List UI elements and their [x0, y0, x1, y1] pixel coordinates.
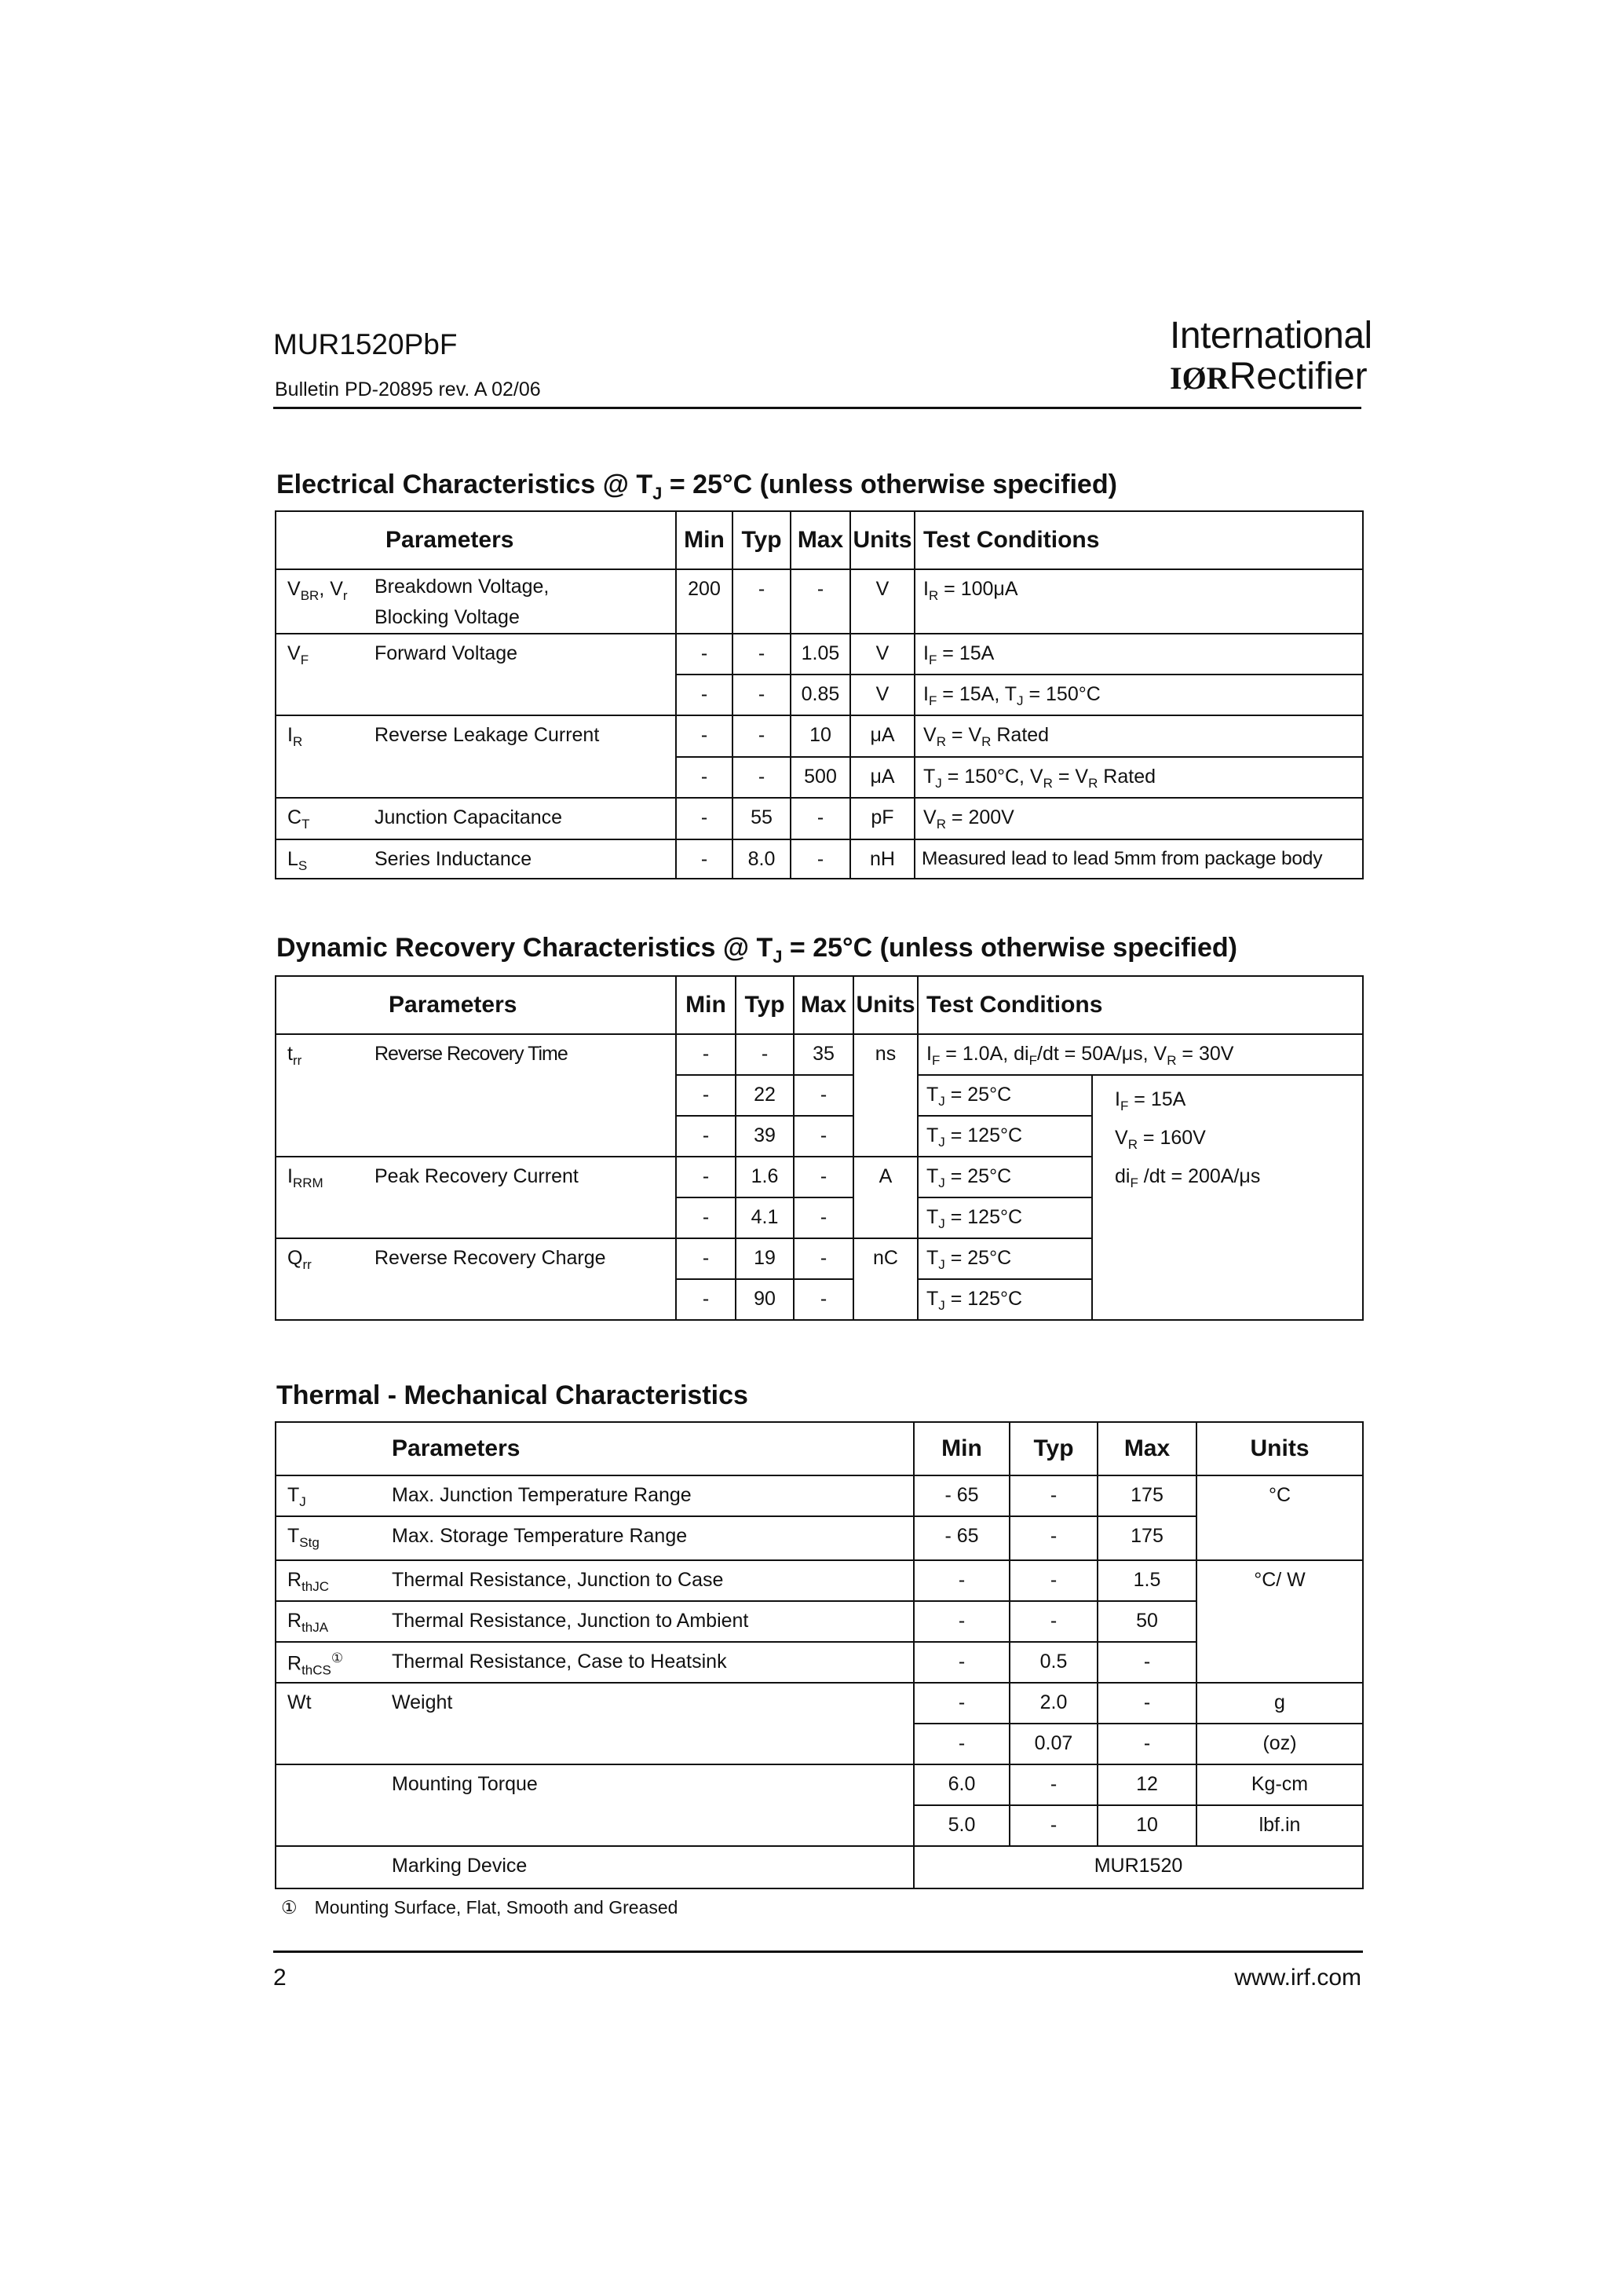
cell-max: 35 — [794, 1034, 853, 1075]
cell-test: $T_J = 25^\circ C$ — [918, 1238, 1092, 1279]
cell-test: $T_J = 150^\circ C$, $V_R = V_R$ Rated — [915, 757, 1363, 798]
cell-min: - — [676, 757, 732, 798]
cell-units: g — [1196, 1683, 1363, 1724]
cell-test: $T_J = 25^\circ C$ — [918, 1157, 1092, 1197]
param-weight: Weight — [381, 1683, 914, 1724]
header-min: Min — [914, 1422, 1010, 1475]
cell-max: - — [1098, 1642, 1196, 1683]
cell-units: ns — [853, 1034, 918, 1157]
cell-typ: 39 — [736, 1116, 794, 1157]
header-max: Max — [791, 511, 850, 569]
header-units: Units — [853, 976, 918, 1034]
cell-max: - — [791, 569, 850, 634]
cell-max: - — [794, 1197, 853, 1238]
header-max: Max — [794, 976, 853, 1034]
cell-max: 0.85 — [791, 675, 850, 715]
table-row — [276, 569, 1363, 634]
cell-min: - — [676, 1157, 736, 1197]
cell-units: V — [850, 675, 915, 715]
cell-min: - — [676, 715, 732, 757]
page-number: 2 — [273, 1965, 287, 1991]
cell-max: 10 — [791, 715, 850, 757]
cell-max: - — [794, 1116, 853, 1157]
cell-min: - — [914, 1683, 1010, 1724]
cell-max: - — [794, 1238, 853, 1279]
symbol-vf: $V_F$ — [276, 634, 374, 675]
part-number: MUR1520PbF — [273, 328, 458, 360]
cell-test: $T_J = 125^\circ C$ — [918, 1116, 1092, 1157]
cell-typ: - — [732, 715, 791, 757]
param-reverse-recovery-charge: Reverse Recovery Charge — [374, 1238, 676, 1279]
cell-units: Kg-cm — [1196, 1764, 1363, 1805]
cell-min: - — [676, 1075, 736, 1116]
electrical-table — [275, 510, 1364, 879]
table-header-row — [276, 1422, 1363, 1475]
table-row — [276, 798, 1363, 839]
cell-units: nH — [850, 839, 915, 879]
table-row — [276, 1560, 1363, 1601]
cell-max: 10 — [1098, 1805, 1196, 1846]
cell-max: 175 — [1098, 1516, 1196, 1560]
cell-min: - — [676, 1279, 736, 1320]
cell-max: 1.5 — [1098, 1560, 1196, 1601]
cell-typ: 8.0 — [732, 839, 791, 879]
cell-max: 175 — [1098, 1475, 1196, 1516]
cell-test: $I_R = 100\mu A$ — [915, 569, 1363, 634]
param-forward-voltage: Forward Voltage — [374, 634, 676, 675]
thermal-title: Thermal - Mechanical Characteristics — [276, 1380, 748, 1410]
header-typ: Typ — [1010, 1422, 1098, 1475]
footer-rule — [273, 1951, 1363, 1953]
cell-typ: - — [1010, 1475, 1098, 1516]
param-reverse-leakage: Reverse Leakage Current — [374, 715, 676, 757]
cell-test: Measured lead to lead 5mm from package body — [915, 839, 1363, 879]
param-peak-recovery-current: Peak Recovery Current — [374, 1157, 676, 1197]
cell-typ: - — [1010, 1516, 1098, 1560]
cell-min: 5.0 — [914, 1805, 1010, 1846]
cell-max: - — [791, 839, 850, 879]
cell-min: 200 — [676, 569, 732, 634]
symbol-trr: $t_{rr}$ — [276, 1034, 374, 1075]
cell-typ: - — [1010, 1560, 1098, 1601]
header-min: Min — [676, 511, 732, 569]
param-rth-junction-case: Thermal Resistance, Junction to Case — [381, 1560, 914, 1601]
cell-test: $T_J = 125^\circ C$ — [918, 1279, 1092, 1320]
cell-units: nC — [853, 1238, 918, 1320]
cell-units: (oz) — [1196, 1724, 1363, 1764]
cond-didt: $di_F$ /dt = 200A/μs — [1115, 1165, 1261, 1190]
cell-units: μA — [850, 757, 915, 798]
cell-max: - — [1098, 1724, 1196, 1764]
table-row — [276, 1724, 1363, 1764]
cell-min: 6.0 — [914, 1764, 1010, 1805]
cell-units: °C/ W — [1196, 1560, 1363, 1683]
header-parameters: Parameters — [381, 1422, 914, 1475]
cell-min: - — [914, 1601, 1010, 1642]
table-row — [276, 1034, 1363, 1075]
table-header-row — [276, 511, 1363, 569]
symbol-tj: $T_J$ — [276, 1475, 381, 1516]
thermal-table — [275, 1421, 1364, 1889]
cell-test: $V_R = 200V$ — [915, 798, 1363, 839]
dynamic-title: Dynamic Recovery Characteristics @ $T_J = 25^\circ C$ (unless otherwise specified) — [276, 933, 1237, 967]
website-url: www.irf.com — [1234, 1965, 1361, 1991]
cell-units: V — [850, 634, 915, 675]
param-junction-capacitance: Junction Capacitance — [374, 798, 676, 839]
cell-min: - — [676, 1197, 736, 1238]
cell-typ: 19 — [736, 1238, 794, 1279]
cell-typ: - — [1010, 1601, 1098, 1642]
cell-max: 12 — [1098, 1764, 1196, 1805]
cell-min: - — [914, 1724, 1010, 1764]
cell-units: pF — [850, 798, 915, 839]
cell-typ: - — [732, 675, 791, 715]
symbol-rthcs: $R_{thCS}^①$ — [276, 1642, 381, 1683]
cell-min: - — [676, 839, 732, 879]
header-units: Units — [1196, 1422, 1363, 1475]
cell-max: - — [1098, 1683, 1196, 1724]
logo-line1: International — [1170, 315, 1372, 356]
param-reverse-recovery-time: Reverse Recovery Time — [374, 1034, 676, 1075]
symbol-ir: $I_R$ — [276, 715, 374, 757]
param-breakdown-voltage: Breakdown Voltage, Blocking Voltage — [374, 569, 676, 634]
cell-min: - 65 — [914, 1516, 1010, 1560]
cell-max: - — [794, 1157, 853, 1197]
symbol-irrm: $I_{RRM}$ — [276, 1157, 374, 1197]
symbol-qrr: $Q_{rr}$ — [276, 1238, 374, 1279]
param-rth-junction-ambient: Thermal Resistance, Junction to Ambient — [381, 1601, 914, 1642]
cell-typ: 0.07 — [1010, 1724, 1098, 1764]
cell-max: 50 — [1098, 1601, 1196, 1642]
param-storage-temp: Max. Storage Temperature Range — [381, 1516, 914, 1560]
symbol-rthjc: $R_{thJC}$ — [276, 1560, 381, 1601]
param-junction-temp: Max. Junction Temperature Range — [381, 1475, 914, 1516]
param-rth-case-heatsink: Thermal Resistance, Case to Heatsink — [381, 1642, 914, 1683]
symbol-ct: $C_T$ — [276, 798, 374, 839]
footnote-ref: ① — [331, 1651, 344, 1665]
cell-test: $T_J = 25^\circ C$ — [918, 1075, 1092, 1116]
header-test-conditions: Test Conditions — [918, 976, 1363, 1034]
cell-typ: - — [732, 757, 791, 798]
symbol-rthja: $R_{thJA}$ — [276, 1601, 381, 1642]
cell-min: - — [914, 1560, 1010, 1601]
param-mounting-torque: Mounting Torque — [381, 1764, 914, 1805]
symbol-ls: $L_S$ — [276, 839, 374, 879]
logo-ior: IØR — [1170, 360, 1229, 396]
cell-units: A — [853, 1157, 918, 1238]
table-row — [276, 675, 1363, 715]
cell-min: - — [676, 634, 732, 675]
cell-max: - — [794, 1279, 853, 1320]
header-rule — [273, 407, 1361, 409]
header-typ: Typ — [732, 511, 791, 569]
cell-typ: 22 — [736, 1075, 794, 1116]
logo-rectifier: Rectifier — [1229, 356, 1368, 397]
header-max: Max — [1098, 1422, 1196, 1475]
company-logo — [1170, 315, 1372, 399]
footnote-text: Mounting Surface, Flat, Smooth and Greased — [314, 1897, 678, 1918]
cell-min: - — [676, 798, 732, 839]
cell-typ: 0.5 — [1010, 1642, 1098, 1683]
cell-test: $I_F = 1.0A$, $di_F/dt = 50A/\mu s$, $V_R = 30V$ — [918, 1034, 1363, 1075]
cell-max: - — [794, 1075, 853, 1116]
cell-max: 1.05 — [791, 634, 850, 675]
electrical-title: Electrical Characteristics @ $T_J = 25^\circ C$ (unless otherwise specified) — [276, 470, 1117, 503]
table-row — [276, 634, 1363, 675]
cell-test: $I_F = 15A$, $T_J = 150^\circ C$ — [915, 675, 1363, 715]
header-parameters: Parameters — [374, 976, 676, 1034]
table-row — [276, 1805, 1363, 1846]
cell-min: - 65 — [914, 1475, 1010, 1516]
cell-units: V — [850, 569, 915, 634]
cell-min: - — [676, 1116, 736, 1157]
cell-typ: - — [732, 634, 791, 675]
header-min: Min — [676, 976, 736, 1034]
table-row — [276, 1683, 1363, 1724]
cell-typ: - — [732, 569, 791, 634]
table-header-row — [276, 976, 1363, 1034]
cell-test: $V_R = V_R$ Rated — [915, 715, 1363, 757]
table-row — [276, 1475, 1363, 1516]
cell-typ: - — [1010, 1764, 1098, 1805]
table-row — [276, 1764, 1363, 1805]
bulletin-info: Bulletin PD-20895 rev. A 02/06 — [275, 378, 541, 400]
common-test-conditions — [1115, 1084, 1260, 1199]
symbol-wt: Wt — [276, 1683, 381, 1724]
header-parameters: Parameters — [374, 511, 676, 569]
cell-typ: - — [736, 1034, 794, 1075]
cell-min: - — [676, 675, 732, 715]
cell-max: - — [791, 798, 850, 839]
symbol-vbr: $V_{BR}$, $V_r$ — [276, 569, 374, 634]
cond-if: $I_F = 15A$ — [1115, 1088, 1186, 1113]
param-marking-device: Marking Device — [381, 1846, 914, 1888]
cell-max: 500 — [791, 757, 850, 798]
table-row — [276, 839, 1363, 879]
footnote-marker: ① — [281, 1897, 298, 1918]
cell-units: °C — [1196, 1475, 1363, 1560]
cell-typ: 55 — [732, 798, 791, 839]
header-typ: Typ — [736, 976, 794, 1034]
cell-min: - — [914, 1642, 1010, 1683]
marking-value: MUR1520 — [914, 1846, 1363, 1888]
cell-typ: 4.1 — [736, 1197, 794, 1238]
footnote — [281, 1897, 678, 1918]
cell-units: μA — [850, 715, 915, 757]
table-row — [276, 715, 1363, 757]
cell-typ: 90 — [736, 1279, 794, 1320]
logo-line2 — [1170, 356, 1366, 399]
cell-min: - — [676, 1034, 736, 1075]
param-series-inductance: Series Inductance — [374, 839, 676, 879]
cell-units: lbf.in — [1196, 1805, 1363, 1846]
cell-test: $T_J = 125^\circ C$ — [918, 1197, 1092, 1238]
cond-vr: $V_R = 160V$ — [1115, 1127, 1206, 1152]
cell-min: - — [676, 1238, 736, 1279]
cell-typ: 1.6 — [736, 1157, 794, 1197]
table-row — [276, 757, 1363, 798]
cell-test: $I_F = 15A$ — [915, 634, 1363, 675]
cell-typ: - — [1010, 1805, 1098, 1846]
table-row — [276, 1846, 1363, 1888]
symbol-tstg: $T_{Stg}$ — [276, 1516, 381, 1560]
header-units: Units — [850, 511, 915, 569]
header-test-conditions: Test Conditions — [915, 511, 1363, 569]
cell-typ: 2.0 — [1010, 1683, 1098, 1724]
